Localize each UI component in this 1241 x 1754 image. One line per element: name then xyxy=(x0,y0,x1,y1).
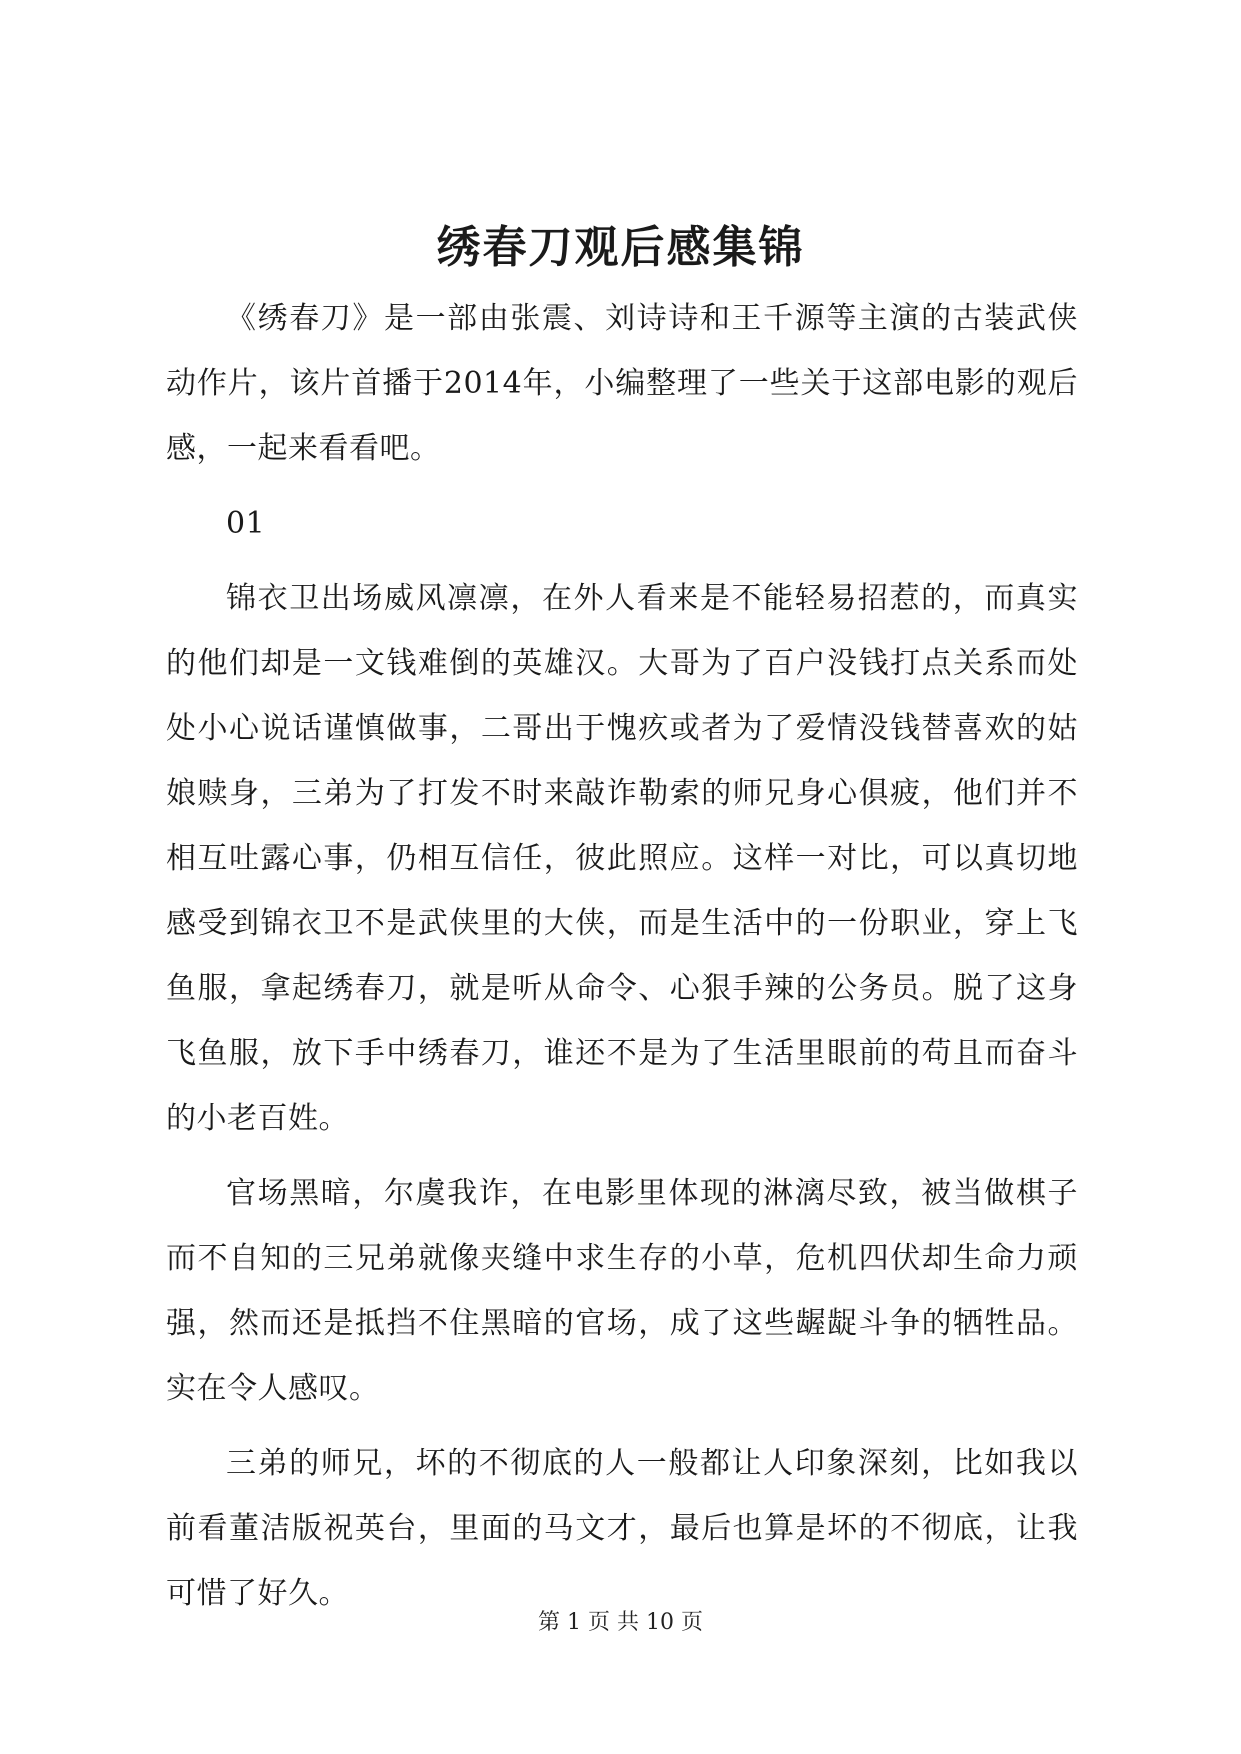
page-footer: 第 1 页 共 10 页 xyxy=(538,1610,703,1635)
page-title: 绣春刀观后感集锦 xyxy=(436,222,805,273)
paragraph-jinyiwei: 锦衣卫出场威风凛凛，在外人看来是不能轻易招惹的，而真实的他们却是一文钱难倒的英雄汉。大哥为了百户没钱打点关系而处处小心说话谨慎做事，二哥出于愧疚或者为了爱情没钱替喜欢的姑娘赎身，三弟为了打发不时来敲诈勒索的师兄身心俱疲，他们并不相互吐露心事，仍相互信任，彼此照应。这样一对比，可以真切地感受到锦衣卫不是武侠里的大侠，而是生活中的一份职业，穿上飞鱼服，拿起绣春刀，就是听从命令、心狠手辣的公务员。脱了这身飞鱼服，放下手中绣春刀，谁还不是为了生活里眼前的苟且而奋斗的小老百姓。 xyxy=(166,581,1078,1136)
document-body xyxy=(166,286,1078,1636)
section-number: 01 xyxy=(226,506,266,541)
paragraph-officialdom: 官场黑暗，尔虞我诈，在电影里体现的淋漓尽致，被当做棋子而不自知的三兄弟就像夹缝中求生存的小草，危机四伏却生命力顽强，然而还是抵挡不住黑暗的官场，成了这些龌龊斗争的牺牲品。实在令人感叹。 xyxy=(166,1176,1078,1406)
paragraph-intro: 《绣春刀》是一部由张震、刘诗诗和王千源等主演的古装武侠动作片，该片首播于2014年，小编整理了一些关于这部电影的观后感，一起来看看吧。 xyxy=(166,301,1078,466)
paragraph-senior-brother: 三弟的师兄，坏的不彻底的人一般都让人印象深刻，比如我以前看董洁版祝英台，里面的马文才，最后也算是坏的不彻底，让我可惜了好久。 xyxy=(166,1446,1078,1611)
